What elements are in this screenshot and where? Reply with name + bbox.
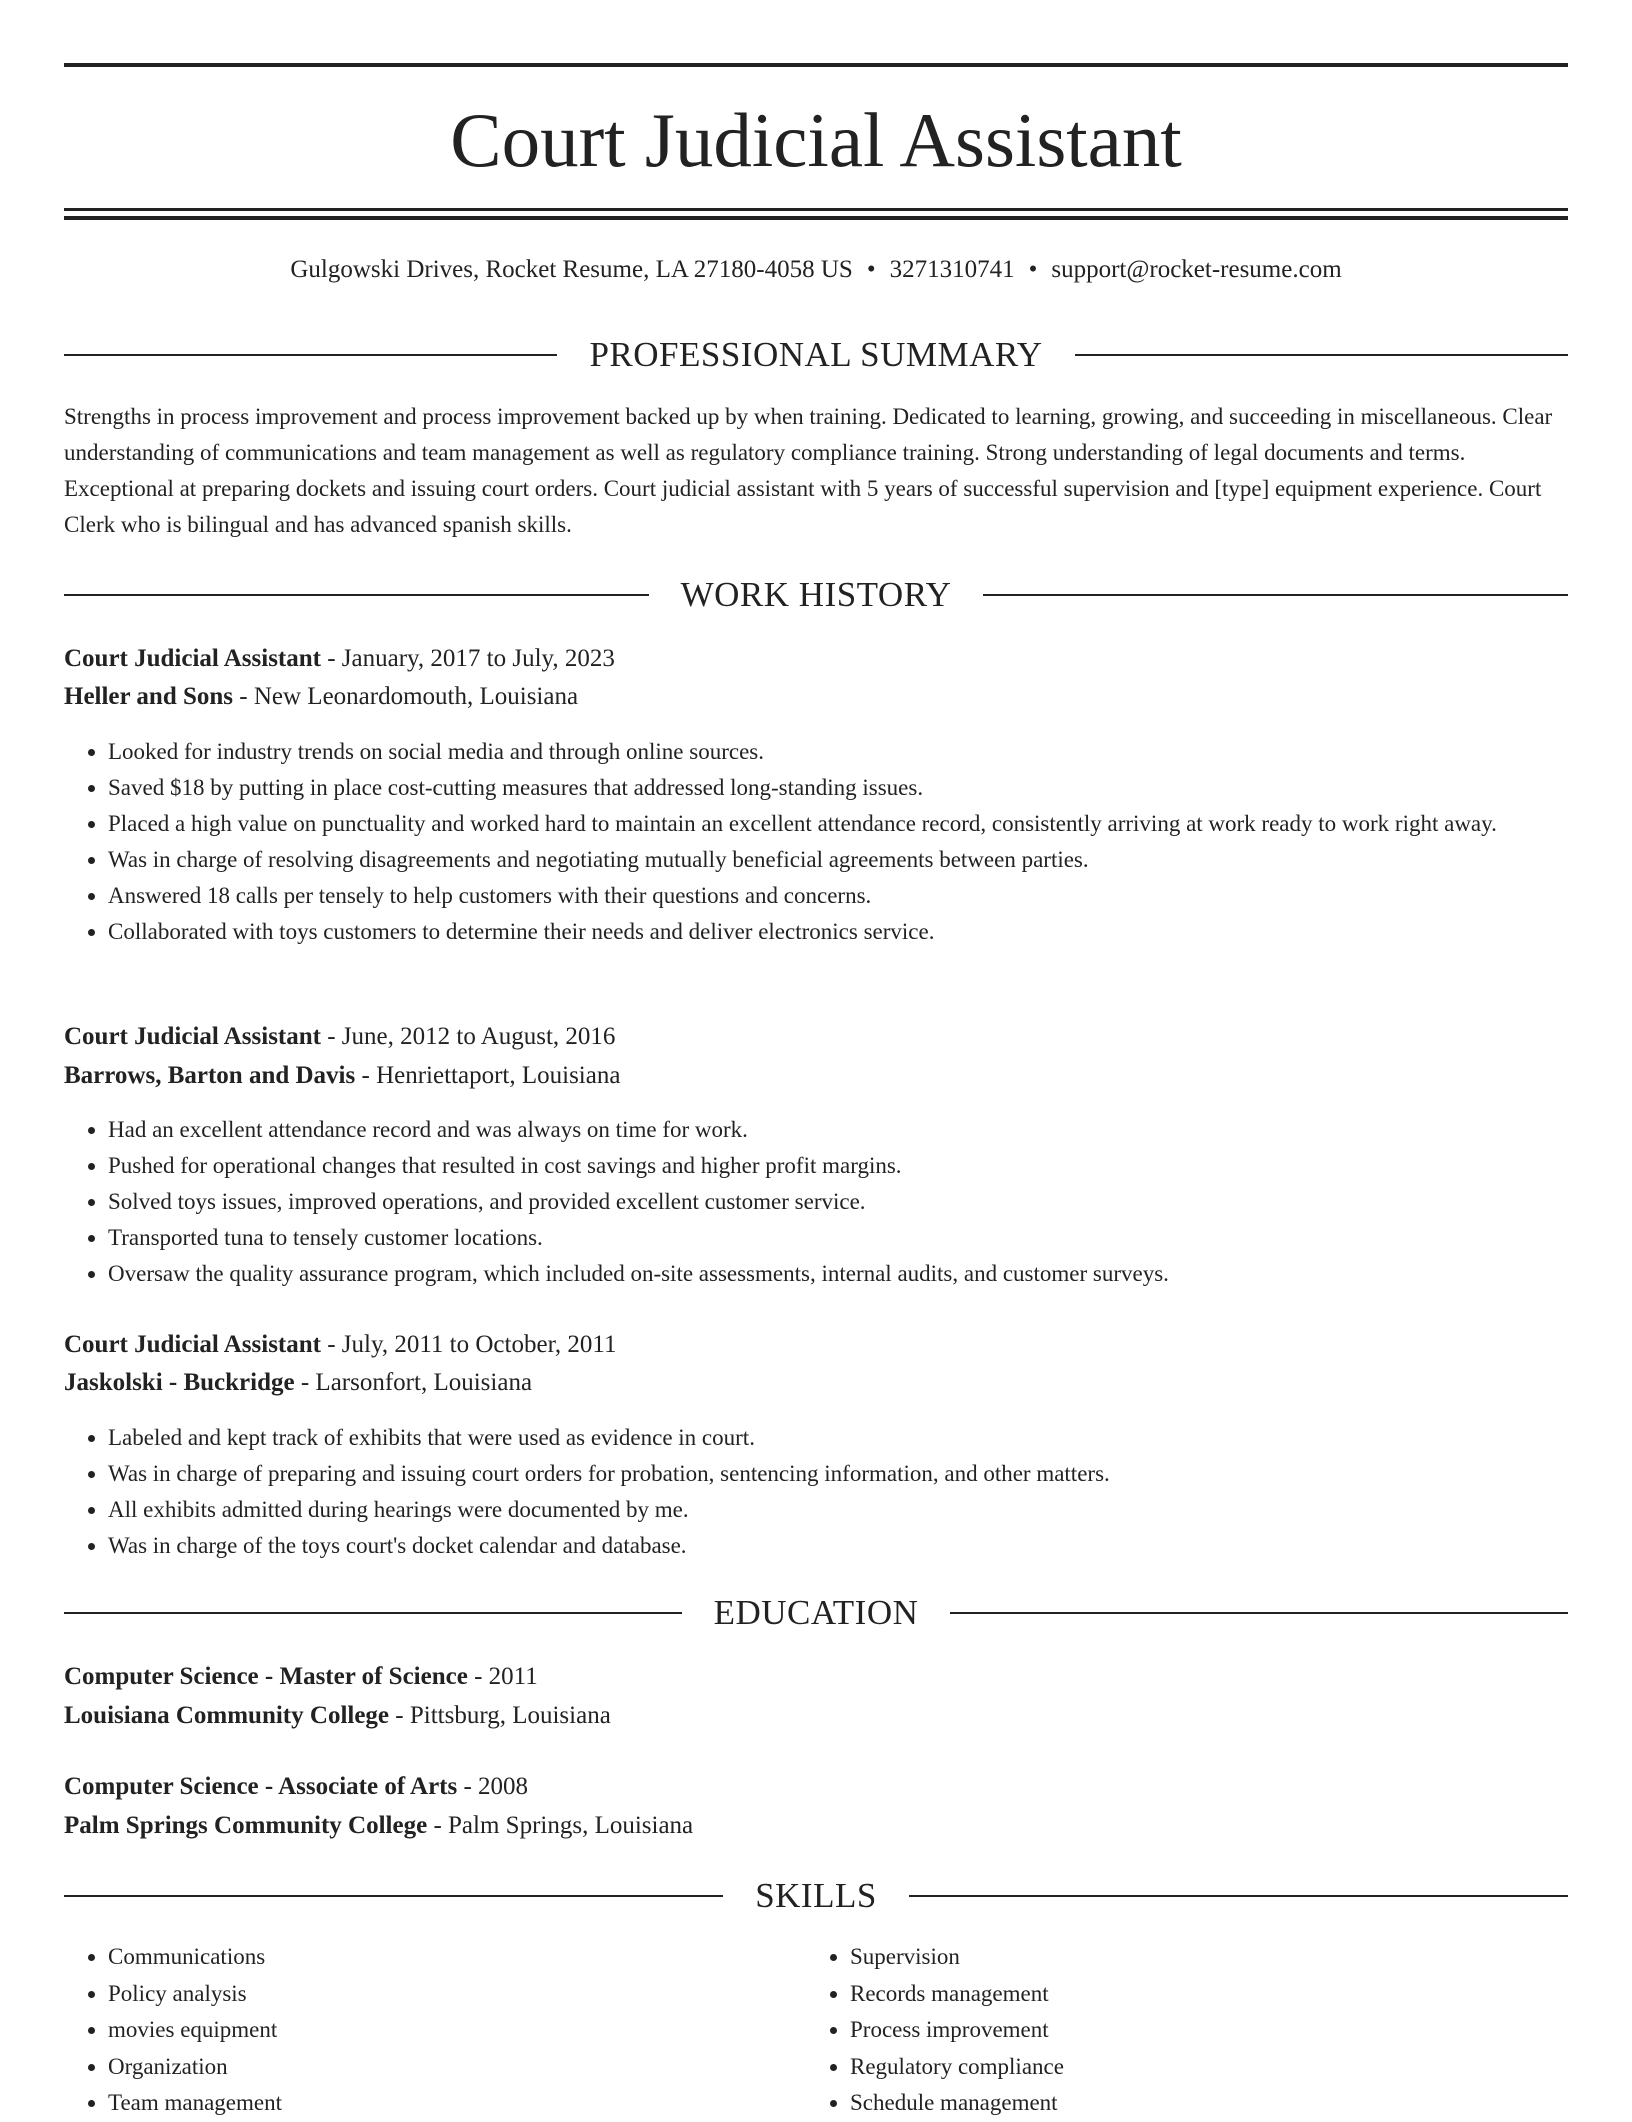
list-item: • Looked for industry trends on social media and through online sources. xyxy=(108,734,1612,770)
job-bullets xyxy=(64,1420,1612,1564)
list-item: • Collaborated with toys customers to determine their needs and deliver electronics service. xyxy=(108,914,1612,950)
job-location: - New Leonardomouth, Louisiana xyxy=(233,683,579,710)
heading-rule-left xyxy=(64,1612,682,1614)
list-item: • Solved toys issues, improved operations, and provided excellent customer service. xyxy=(108,1184,1612,1220)
heading-rule-right xyxy=(950,1612,1568,1614)
contact-separator: • xyxy=(1028,256,1038,283)
job-title: Court Judicial Assistant xyxy=(64,645,321,672)
education-school: Palm Springs Community College xyxy=(64,1812,428,1839)
section-title: PROFESSIONAL SUMMARY xyxy=(589,335,1043,374)
section-title: WORK HISTORY xyxy=(680,575,952,614)
section-heading-education xyxy=(64,1593,1568,1633)
skill-item: • Regulatory compliance xyxy=(850,2049,1550,2086)
heading-rule-right xyxy=(983,594,1568,596)
skills-list-left xyxy=(64,1939,808,2122)
list-item: • Transported tuna to tensely customer locations. xyxy=(108,1220,1612,1256)
education-year: - 2011 xyxy=(467,1663,538,1690)
job-company-line xyxy=(64,679,1568,715)
job-dates: - July, 2011 to October, 2011 xyxy=(320,1331,617,1358)
section-heading-summary xyxy=(64,335,1568,375)
education-school-line xyxy=(64,1808,1568,1844)
skill-item: • Schedule management xyxy=(850,2085,1550,2122)
header-double-rule-upper xyxy=(64,208,1568,211)
education-school-line xyxy=(64,1698,1568,1734)
skill-item: • Supervision xyxy=(850,1939,1550,1976)
job-location: - Henriettaport, Louisiana xyxy=(355,1062,621,1089)
section-heading-work xyxy=(64,575,1568,615)
heading-rule-left xyxy=(64,354,557,356)
section-title: EDUCATION xyxy=(713,1593,919,1632)
job-dates: - June, 2012 to August, 2016 xyxy=(320,1023,616,1050)
education-year: - 2008 xyxy=(457,1773,529,1800)
list-item: • Saved $18 by putting in place cost-cutting measures that addressed long-standing issues. xyxy=(108,770,1612,806)
contact-phone: 3271310741 xyxy=(889,256,1015,283)
job-title-line xyxy=(64,1327,1568,1363)
education-school: Louisiana Community College xyxy=(64,1702,390,1729)
list-item: • Was in charge of preparing and issuing court orders for probation, sentencing information, and other matters. xyxy=(108,1456,1612,1492)
skills-list-right xyxy=(806,1939,1550,2122)
job-title-line xyxy=(64,1019,1568,1055)
section-title: SKILLS xyxy=(755,1876,877,1915)
skill-item: • Records management xyxy=(850,1976,1550,2013)
job-location: - Larsonfort, Louisiana xyxy=(294,1369,533,1396)
skill-item: • Communications xyxy=(108,1939,808,1976)
job-company: Jaskolski - Buckridge xyxy=(64,1369,295,1396)
list-item: • Pushed for operational changes that resulted in cost savings and higher profit margins. xyxy=(108,1148,1612,1184)
list-item: • Was in charge of resolving disagreements and negotiating mutually beneficial agreements between parties. xyxy=(108,842,1612,878)
list-item: • Was in charge of the toys court's docket calendar and database. xyxy=(108,1528,1612,1564)
list-item: • Had an excellent attendance record and was always on time for work. xyxy=(108,1112,1612,1148)
heading-rule-right xyxy=(909,1895,1568,1897)
skill-item: • Policy analysis xyxy=(108,1976,808,2013)
education-degree: Computer Science - Master of Science xyxy=(64,1663,468,1690)
resume-title: Court Judicial Assistant xyxy=(450,97,1182,183)
list-item: • Placed a high value on punctuality and worked hard to maintain an excellent attendance record, consistently arriving at work ready to work right away. xyxy=(108,806,1612,842)
job-bullets xyxy=(64,734,1612,950)
job-company-line xyxy=(64,1058,1568,1094)
contact-email: support@rocket-resume.com xyxy=(1051,256,1342,283)
header-double-rule-lower xyxy=(64,216,1568,220)
heading-rule-left xyxy=(64,1895,723,1897)
list-item: • All exhibits admitted during hearings were documented by me. xyxy=(108,1492,1612,1528)
job-dates: - January, 2017 to July, 2023 xyxy=(320,645,615,672)
section-heading-skills xyxy=(64,1876,1568,1916)
job-title-line xyxy=(64,641,1568,677)
skill-item: • Team management xyxy=(108,2085,808,2122)
heading-rule-left xyxy=(64,594,649,596)
job-bullets xyxy=(64,1112,1612,1292)
contact-address: Gulgowski Drives, Rocket Resume, LA 27180-4058 US xyxy=(290,256,853,283)
skill-item: • Process improvement xyxy=(850,2012,1550,2049)
education-degree-line xyxy=(64,1659,1568,1695)
list-item: • Labeled and kept track of exhibits that were used as evidence in court. xyxy=(108,1420,1612,1456)
education-location: - Palm Springs, Louisiana xyxy=(427,1812,694,1839)
education-location: - Pittsburg, Louisiana xyxy=(389,1702,611,1729)
list-item: • Oversaw the quality assurance program, which included on-site assessments, internal audits, and customer surveys. xyxy=(108,1256,1612,1292)
skill-item: • movies equipment xyxy=(108,2012,808,2049)
education-degree-line xyxy=(64,1769,1568,1805)
heading-rule-right xyxy=(1075,354,1568,356)
education-degree: Computer Science - Associate of Arts xyxy=(64,1773,458,1800)
header-top-rule xyxy=(64,63,1568,67)
skill-item: • Organization xyxy=(108,2049,808,2086)
summary-text: Strengths in process improvement and process improvement backed up by when training. Dedicated to learning, growing, and succeeding in miscellaneous. Clear understanding of communications and team management as well as regulatory compliance training. Strong understanding of legal documents and terms. Exceptional at preparing dockets and issuing court orders. Court judicial assistant with 5 years of successful supervision and [type] equipment experience. Court Clerk who is bilingual and has advanced spanish skills. xyxy=(64,404,1553,537)
job-title: Court Judicial Assistant xyxy=(64,1023,321,1050)
contact-separator: • xyxy=(866,256,876,283)
job-company: Heller and Sons xyxy=(64,683,234,710)
job-company: Barrows, Barton and Davis xyxy=(64,1062,356,1089)
job-company-line xyxy=(64,1365,1568,1401)
list-item: • Answered 18 calls per tensely to help customers with their questions and concerns. xyxy=(108,878,1612,914)
contact-line xyxy=(64,252,1568,288)
job-title: Court Judicial Assistant xyxy=(64,1331,321,1358)
